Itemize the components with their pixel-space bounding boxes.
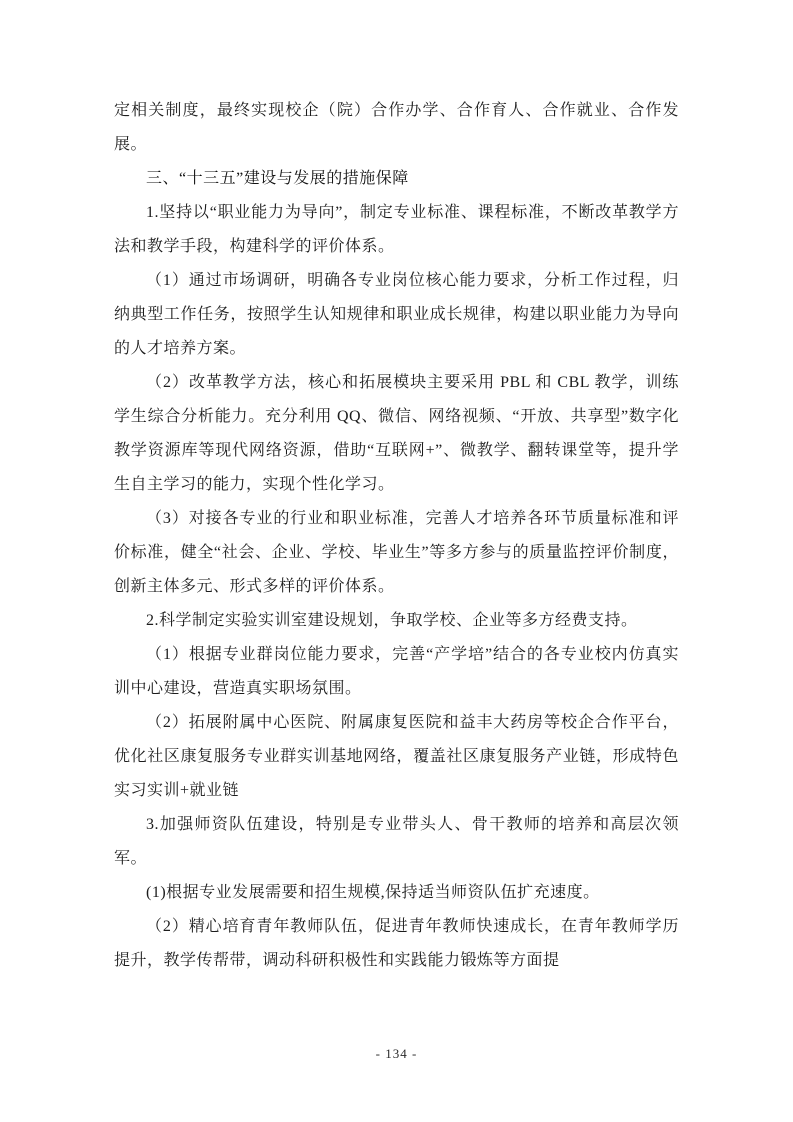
paragraph: （2）改革教学方法，核心和拓展模块主要采用 PBL 和 CBL 教学，训练学生综合分析能力。充分利用 QQ、微信、网络视频、“开放、共享型”数字化教学资源库等现代网络资源，借助“互联网+”、微教学、翻转课堂等，提升学生自主学习的能力，实现个性化学习。 <box>114 374 679 493</box>
paragraph: 1.坚持以“职业能力为导向”，制定专业标准、课程标准，不断改革教学方法和教学手段，构建科学的评价体系。 <box>114 204 679 255</box>
section-heading: 三、“十三五”建设与发展的措施保障 <box>146 170 409 187</box>
paragraph: 2.科学制定实验实训室建设规划，争取学校、企业等多方经费支持。 <box>146 612 638 629</box>
document-content <box>114 94 679 978</box>
paragraph: (1)根据专业发展需要和招生规模,保持适当师资队伍扩充速度。 <box>146 884 600 901</box>
paragraph: （3）对接各专业的行业和职业标准，完善人才培养各环节质量标准和评价标准，健全“社会、企业、学校、毕业生”等多方参与的质量监控评价制度，创新主体多元、形式多样的评价体系。 <box>114 510 679 595</box>
page-number: - 134 - <box>375 1046 418 1061</box>
paragraph-continuation: 定相关制度，最终实现校企（院）合作办学、合作育人、合作就业、合作发展。 <box>114 102 679 153</box>
paragraph: （1）根据专业群岗位能力要求，完善“产学培”结合的各专业校内仿真实训中心建设，营造真实职场氛围。 <box>114 646 679 697</box>
paragraph: 3.加强师资队伍建设，特别是专业带头人、骨干教师的培养和高层次领军。 <box>114 816 679 867</box>
paragraph: （2）精心培育青年教师队伍，促进青年教师快速成长，在青年教师学历提升，教学传帮带，调动科研积极性和实践能力锻炼等方面提 <box>114 918 679 969</box>
paragraph: （2）拓展附属中心医院、附属康复医院和益丰大药房等校企合作平台，优化社区康复服务专业群实训基地网络，覆盖社区康复服务产业链，形成特色实习实训+就业链 <box>114 714 679 799</box>
paragraph: （1）通过市场调研，明确各专业岗位核心能力要求，分析工作过程，归纳典型工作任务，按照学生认知规律和职业成长规律，构建以职业能力为导向的人才培养方案。 <box>114 272 679 357</box>
